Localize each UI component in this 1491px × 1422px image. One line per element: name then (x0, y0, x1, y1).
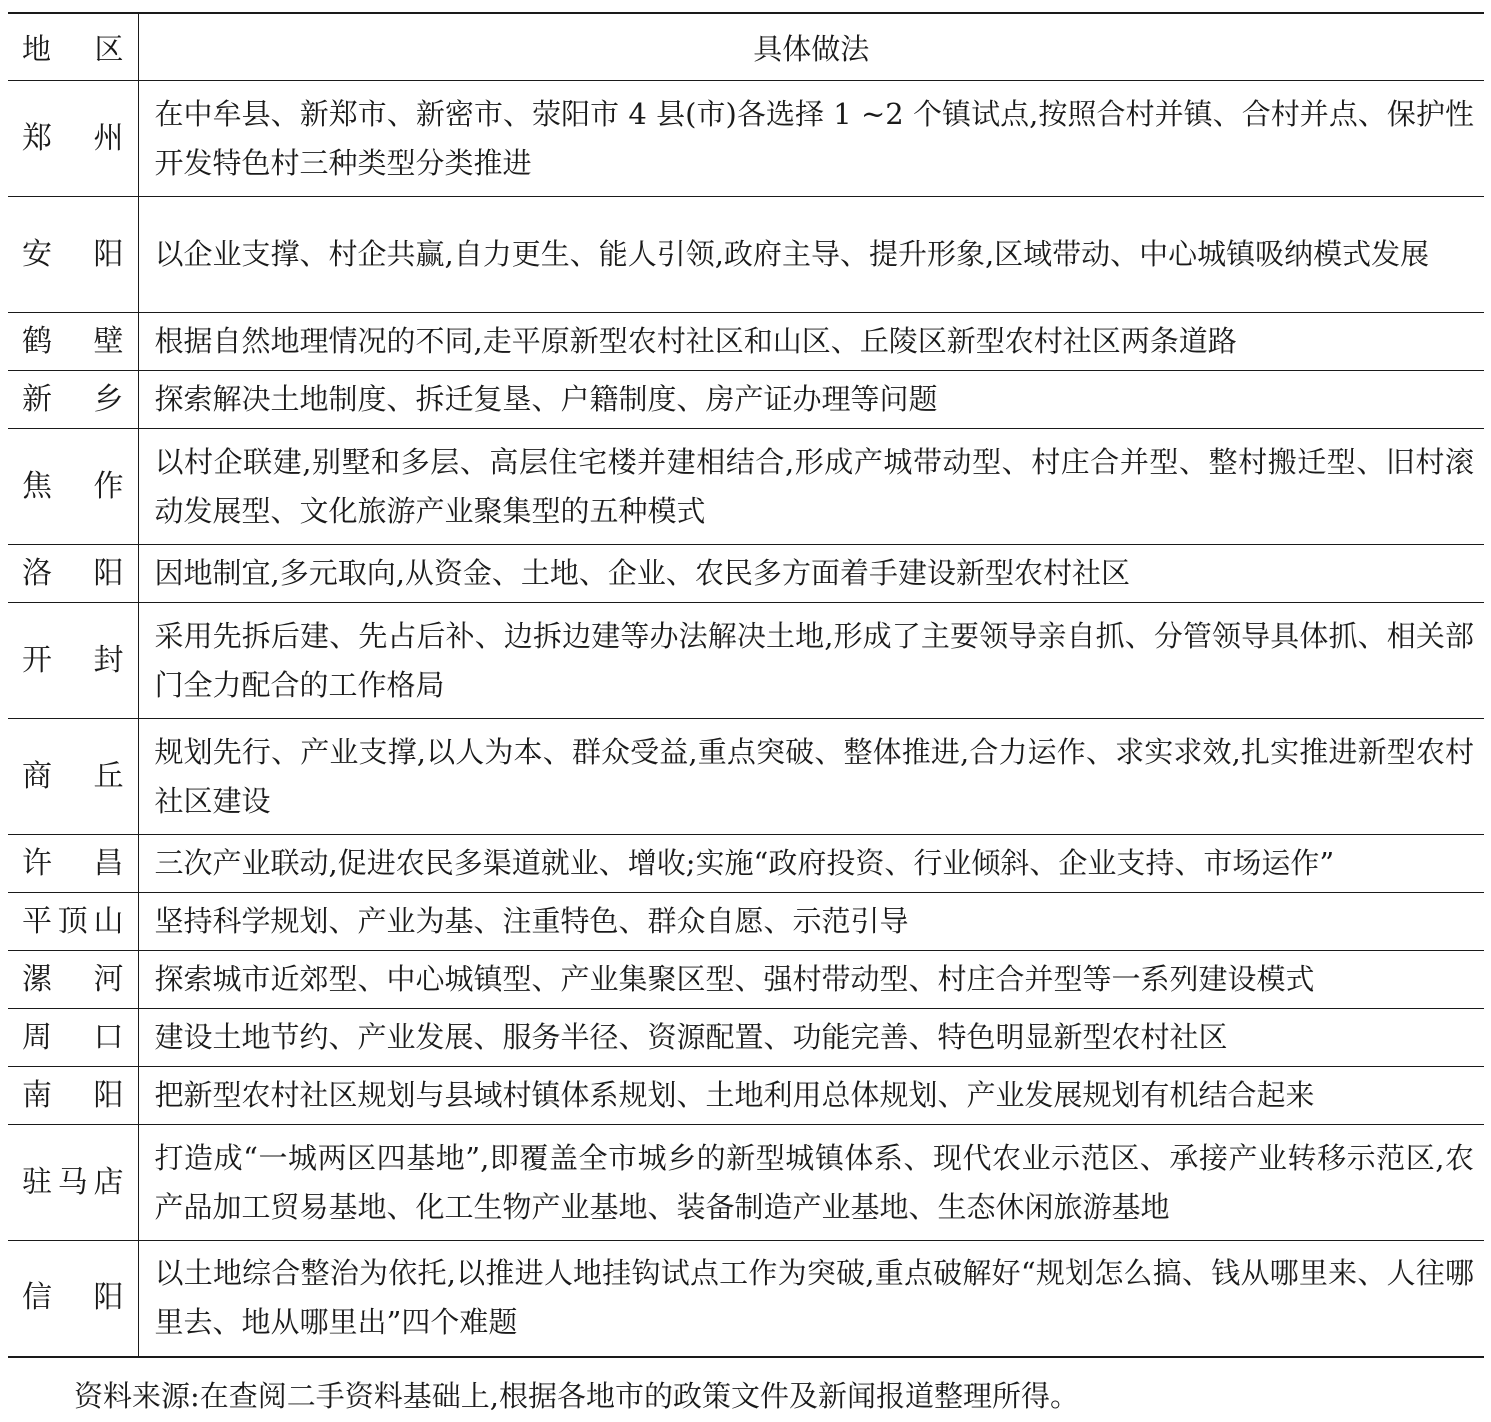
table-row (8, 893, 1484, 951)
table-row (8, 719, 1484, 835)
table-row (8, 1241, 1484, 1357)
detail-cell: 以土地综合整治为依托,以推进人地挂钩试点工作为突破,重点破解好“规划怎么搞、钱从哪里来、人往哪里去、地从哪里出”四个难题 (138, 1241, 1484, 1357)
table-row (8, 1067, 1484, 1125)
table-row (8, 81, 1484, 197)
detail-cell: 建设土地节约、产业发展、服务半径、资源配置、功能完善、特色明显新型农村社区 (138, 1009, 1484, 1067)
detail-cell: 探索城市近郊型、中心城镇型、产业集聚区型、强村带动型、村庄合并型等一系列建设模式 (138, 951, 1484, 1009)
detail-cell: 三次产业联动,促进农民多渠道就业、增收;实施“政府投资、行业倾斜、企业支持、市场运作” (138, 835, 1484, 893)
table-row (8, 1009, 1484, 1067)
detail-cell: 把新型农村社区规划与县域村镇体系规划、土地利用总体规划、产业发展规划有机结合起来 (138, 1067, 1484, 1125)
region-cell: 新 乡 (8, 371, 138, 429)
table-row (8, 545, 1484, 603)
detail-cell: 以企业支撑、村企共赢,自力更生、能人引领,政府主导、提升形象,区域带动、中心城镇吸纳模式发展 (138, 197, 1484, 313)
region-cell: 安 阳 (8, 197, 138, 313)
policy-table-container (8, 12, 1484, 1358)
detail-cell: 规划先行、产业支撑,以人为本、群众受益,重点突破、整体推进,合力运作、求实求效,扎实推进新型农村社区建设 (138, 719, 1484, 835)
region-cell: 商 丘 (8, 719, 138, 835)
region-cell: 平顶山 (8, 893, 138, 951)
table-row (8, 197, 1484, 313)
header-detail: 具体做法 (138, 13, 1484, 81)
region-cell: 漯 河 (8, 951, 138, 1009)
region-cell: 驻马店 (8, 1125, 138, 1241)
table-row (8, 1125, 1484, 1241)
region-cell: 焦 作 (8, 429, 138, 545)
table-header-row (8, 13, 1484, 81)
region-cell: 郑 州 (8, 81, 138, 197)
detail-cell: 在中牟县、新郑市、新密市、荥阳市 4 县(市)各选择 1 ~2 个镇试点,按照合村并镇、合村并点、保护性开发特色村三种类型分类推进 (138, 81, 1484, 197)
region-cell: 周 口 (8, 1009, 138, 1067)
table-row (8, 371, 1484, 429)
region-cell: 鹤 壁 (8, 313, 138, 371)
region-cell: 开 封 (8, 603, 138, 719)
table-row (8, 951, 1484, 1009)
detail-cell: 根据自然地理情况的不同,走平原新型农村社区和山区、丘陵区新型农村社区两条道路 (138, 313, 1484, 371)
region-cell: 洛 阳 (8, 545, 138, 603)
table-row (8, 429, 1484, 545)
table-row (8, 835, 1484, 893)
region-cell: 许 昌 (8, 835, 138, 893)
detail-cell: 以村企联建,别墅和多层、高层住宅楼并建相结合,形成产城带动型、村庄合并型、整村搬迁型、旧村滚动发展型、文化旅游产业聚集型的五种模式 (138, 429, 1484, 545)
table-row (8, 603, 1484, 719)
detail-cell: 坚持科学规划、产业为基、注重特色、群众自愿、示范引导 (138, 893, 1484, 951)
region-cell: 南 阳 (8, 1067, 138, 1125)
policy-table (8, 12, 1484, 1358)
detail-cell: 探索解决土地制度、拆迁复垦、户籍制度、房产证办理等问题 (138, 371, 1484, 429)
source-note: 资料来源:在查阅二手资料基础上,根据各地市的政策文件及新闻报道整理所得。 (74, 1379, 1079, 1413)
header-region: 地 区 (8, 13, 138, 81)
region-cell: 信 阳 (8, 1241, 138, 1357)
detail-cell: 打造成“一城两区四基地”,即覆盖全市城乡的新型城镇体系、现代农业示范区、承接产业转移示范区,农产品加工贸易基地、化工生物产业基地、装备制造产业基地、生态休闲旅游基地 (138, 1125, 1484, 1241)
table-row (8, 313, 1484, 371)
detail-cell: 因地制宜,多元取向,从资金、土地、企业、农民多方面着手建设新型农村社区 (138, 545, 1484, 603)
detail-cell: 采用先拆后建、先占后补、边拆边建等办法解决土地,形成了主要领导亲自抓、分管领导具体抓、相关部门全力配合的工作格局 (138, 603, 1484, 719)
